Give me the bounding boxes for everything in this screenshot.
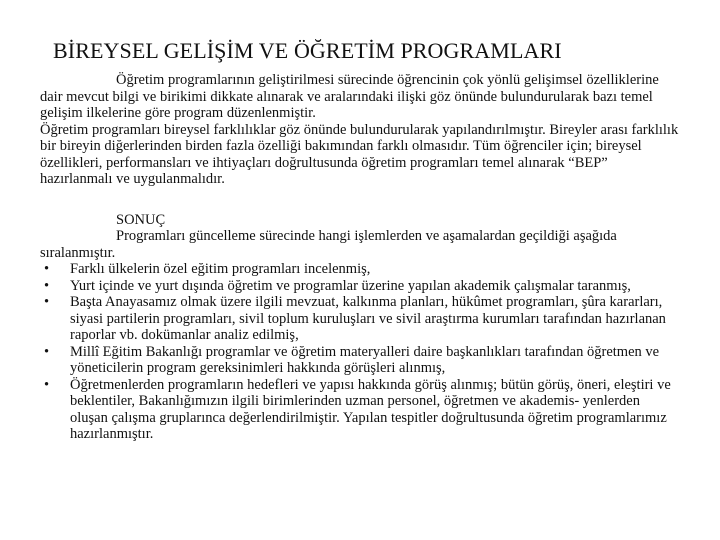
bullet-icon: • xyxy=(44,261,50,277)
content-body xyxy=(40,72,680,443)
section-spacer xyxy=(40,188,680,212)
list-item-text: Millî Eğitim Bakanlığı programlar ve öğretim materyalleri daire başkanlıkları tarafından öğretmen ve yöneticilerin program gereksinimleri hakkında görüşleri alınmış, xyxy=(70,343,660,376)
list-item-text: Başta Anayasamız olmak üzere ilgili mevzuat, kalkınma planları, hükûmet programları, şûra kararları, siyasi partilerin programları, sivil toplum kuruluşları ve sivil araştırma kurumları tarafından hazırlanan raporlar vb. dokümanlar analiz edilmiş, xyxy=(70,294,666,343)
conclusion-lead: Programları güncelleme sürecinde hangi işlemlerden ve aşamalardan geçildiği aşağıda sıralanmıştır. xyxy=(40,228,617,261)
conclusion-list xyxy=(40,261,680,443)
conclusion-heading: SONUÇ xyxy=(116,211,166,228)
list-item xyxy=(40,261,680,278)
list-item xyxy=(40,377,680,443)
list-item xyxy=(40,344,680,377)
list-item-text: Yurt içinde ve yurt dışında öğretim ve programlar üzerine yapılan akademik çalışmalar taranmış, xyxy=(70,277,631,294)
list-item xyxy=(40,278,680,295)
list-item-text: Farklı ülkelerin özel eğitim programları incelenmiş, xyxy=(70,261,371,277)
intro-paragraph-1: Öğretim programlarının geliştirilmesi sürecinde öğrencinin çok yönlü gelişimsel özelliklerine dair mevcut bilgi ve birikimi dikkate alınarak ve aralarındaki ilişki göz önünde bulundurularak bazı temel gelişim ilkelerine göre program düzenlenmiştir. xyxy=(40,72,659,121)
bullet-icon: • xyxy=(44,294,50,310)
list-item xyxy=(40,294,680,344)
list-item-text: Öğretmenlerden programların hedefleri ve yapısı hakkında görüş alınmış; bütün görüş, öneri, eleştiri ve beklentiler, Bakanlığımızın ilgili birimlerinden uzman personel, öğretmen ve akademis- yenlerden oluşan çalışma gruplarınca değerlendirilmiştir. Yapılan tespitler doğrultusunda öğretim programlarımız hazırlanmıştır. xyxy=(70,376,671,442)
page-title: BİREYSEL GELİŞİM VE ÖĞRETİM PROGRAMLARI xyxy=(53,38,562,63)
bullet-icon: • xyxy=(44,376,50,393)
intro-paragraph-2: Öğretim programları bireysel farklılıklar göz önünde bulundurularak yapılandırılmıştır. Bireyler arası farklılık bir bireyin diğerlerinden birden fazla özelliği bakımından farklı olmasıdır. Tüm öğrenciler için; bireysel özellikleri, performansları ve ihtiyaçları doğrultusunda öğretim programları temel alınarak “BEP” hazırlanmalı ve uygulanmalıdır. xyxy=(40,121,679,187)
bullet-icon: • xyxy=(44,277,50,294)
bullet-icon: • xyxy=(44,343,50,360)
